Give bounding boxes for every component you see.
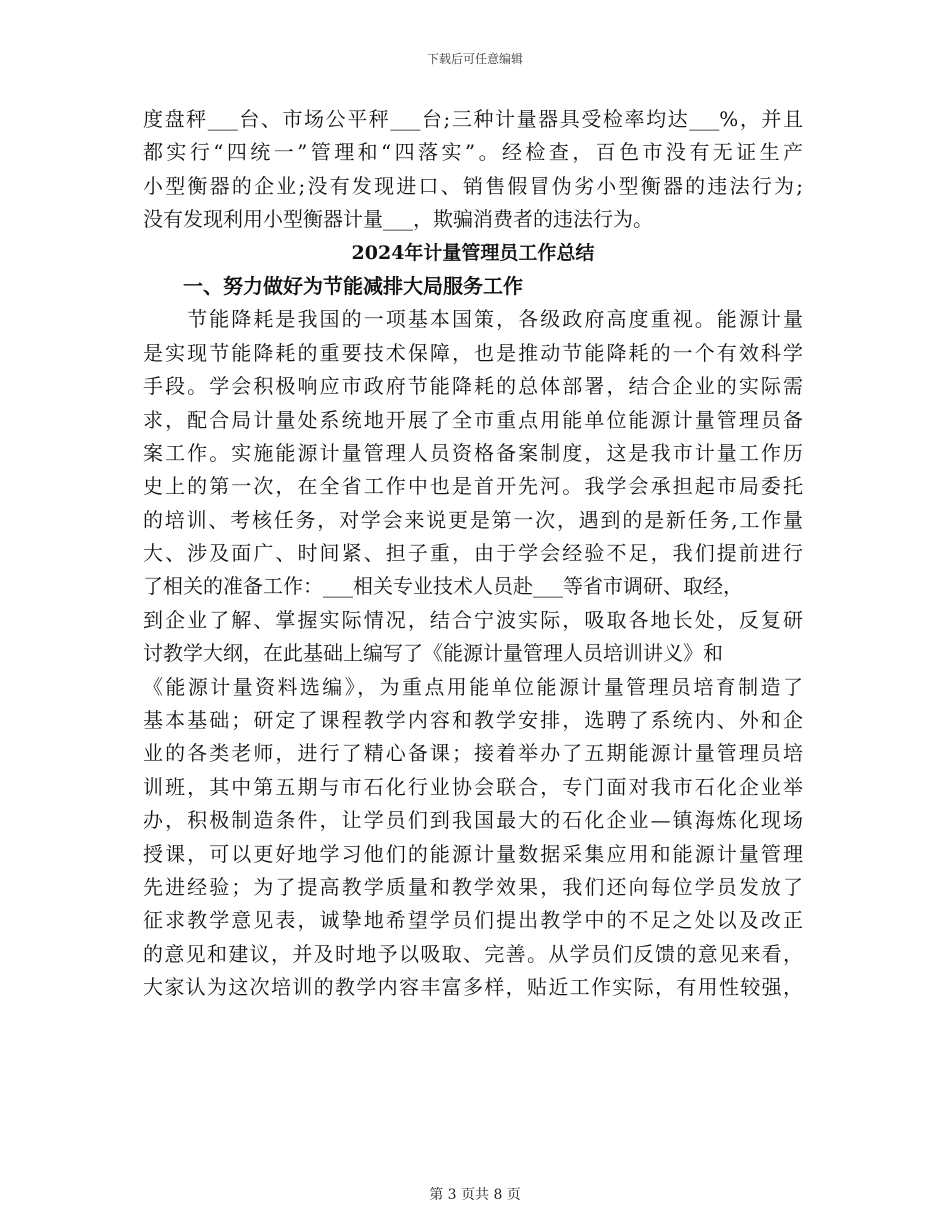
paragraph-line: 办，积极制造条件，让学员们到我国最大的石化企业—镇海炼化现场	[143, 808, 803, 833]
paragraph-line: 《能源计量资料选编》，为重点用能单位能源计量管理员培育制造了	[143, 674, 803, 699]
paragraph-line: 没有发现利用小型衡器计量___，欺骗消费者的违法行为。	[143, 207, 653, 232]
paragraph-line: 史上的第一次，在全省工作中也是首开先河。我学会承担起市局委托	[143, 474, 803, 499]
paragraph-line: 是实现节能降耗的重要技术保障，也是推动节能降耗的一个有效科学	[143, 340, 803, 365]
paragraph-line: 先进经验；为了提高教学质量和教学效果，我们还向每位学员发放了	[143, 874, 803, 899]
paragraph-line: 到企业了解、掌握实际情况，结合宁波实际，吸取各地长处，反复研	[143, 607, 803, 632]
section-heading: 一、努力做好为节能减排大局服务工作	[143, 273, 523, 298]
paragraph-line: 案工作。实施能源计量管理人员资格备案制度，这是我市计量工作历	[143, 440, 803, 465]
paragraph-line: 的培训、考核任务，对学会来说更是第一次，遇到的是新任务,工作量	[143, 507, 803, 532]
paragraph-line: 求，配合局计量处系统地开展了全市重点用能单位能源计量管理员备	[143, 407, 803, 432]
paragraph-line: 大家认为这次培训的教学内容丰富多样，贴近工作实际，有用性较强，	[143, 975, 803, 1000]
page-header: 下载后可任意编辑	[426, 52, 523, 66]
paragraph-line: 征求教学意见表，诚挚地希望学员们提出教学中的不足之处以及改正	[143, 908, 803, 933]
document-body	[143, 103, 803, 1005]
paragraph-line: 授课，可以更好地学习他们的能源计量数据采集应用和能源计量管理	[143, 841, 803, 866]
paragraph-line: 节能降耗是我国的一项基本国策，各级政府高度重视。能源计量	[143, 307, 803, 332]
paragraph-line: 手段。学会积极响应市政府节能降耗的总体部署，结合企业的实际需	[143, 374, 803, 399]
paragraph-line: 的意见和建议，并及时地予以吸取、完善。从学员们反馈的意见来看，	[143, 941, 803, 966]
document-title: 2024年计量管理员工作总结	[351, 241, 595, 264]
paragraph-line: 小型衡器的企业;没有发现进口、销售假冒伪劣小型衡器的违法行为;	[143, 173, 803, 198]
paragraph-line: 度盘秤___台、市场公平秤___台;三种计量器具受检率均达___%，并且	[143, 107, 803, 131]
paragraph-line: 都实行“四统一”管理和“四落实”。经检查，百色市没有无证生产	[143, 140, 803, 165]
paragraph-line: 大、涉及面广、时间紧、担子重，由于学会经验不足，我们提前进行	[143, 541, 803, 566]
page-footer: 第 3 页共 8 页	[429, 1187, 521, 1203]
paragraph-line: 基本基础；研定了课程教学内容和教学安排，选聘了系统内、外和企	[143, 708, 803, 733]
paragraph-line: 了相关的准备工作：___相关专业技术人员赴___等省市调研、取经，	[143, 574, 743, 599]
paragraph-line: 讨教学大纲，在此基础上编写了《能源计量管理人员培训讲义》和	[143, 641, 723, 666]
paragraph-line: 训班，其中第五期与市石化行业协会联合，专门面对我市石化企业举	[143, 774, 803, 799]
paragraph-line: 业的各类老师，进行了精心备课；接着举办了五期能源计量管理员培	[143, 741, 803, 766]
